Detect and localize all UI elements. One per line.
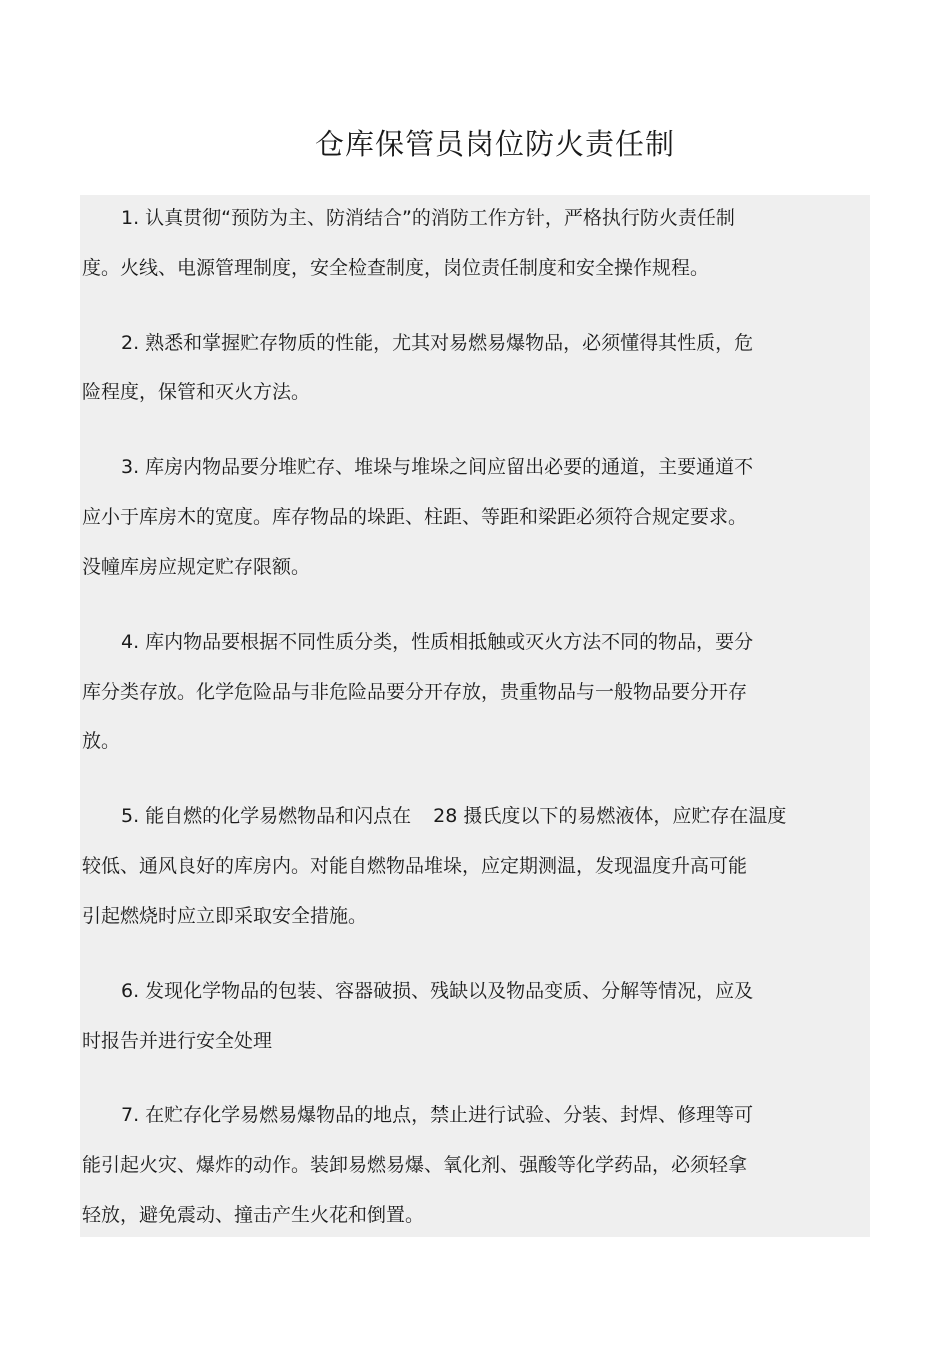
clause-6-line-2: 时报告并进行安全处理 bbox=[82, 1030, 273, 1052]
clause-4-line-2: 库分类存放。化学危险品与非危险品要分开存放，贵重物品与一般物品要分开存 bbox=[82, 681, 748, 703]
clause-3-line-3: 没幢库房应规定贮存限额。 bbox=[82, 556, 311, 578]
clause-7-line-1: 7. 在贮存化学易燃易爆物品的地点，禁止进行试验、分装、封焊、修理等可 bbox=[121, 1104, 754, 1126]
clause-5-line-1 bbox=[121, 803, 786, 829]
clause-4-line-3: 放。 bbox=[82, 730, 121, 752]
clause-2-line-1: 2. 熟悉和掌握贮存物质的性能，尤其对易燃易爆物品，必须懂得其性质，危 bbox=[121, 332, 754, 354]
clause-7-line-3: 轻放，避免震动、撞击产生火花和倒置。 bbox=[82, 1204, 425, 1226]
clause-4-line-1: 4. 库内物品要根据不同性质分类，性质相抵触或灭火方法不同的物品，要分 bbox=[121, 631, 754, 653]
clause-5-line-3: 引起燃烧时应立即采取安全措施。 bbox=[82, 905, 368, 927]
clause-5-line-1-part-a: 5. 能自燃的化学易燃物品和闪点在 bbox=[121, 805, 412, 827]
clause-2-line-2: 险程度，保管和灭火方法。 bbox=[82, 381, 311, 403]
clause-5-line-2: 较低、通风良好的库房内。对能自燃物品堆垛，应定期测温，发现温度升高可能 bbox=[82, 855, 748, 877]
document-title: 仓库保管员岗位防火责任制 bbox=[314, 127, 675, 161]
clause-1-line-2: 度。火线、电源管理制度，安全检查制度，岗位责任制度和安全操作规程。 bbox=[82, 257, 710, 279]
clause-3-line-2: 应小于库房木的宽度。库存物品的垛距、柱距、等距和梁距必须符合规定要求。 bbox=[82, 506, 748, 528]
clause-5-line-1-part-b: 28 摄氏度以下的易燃液体，应贮存在温度 bbox=[433, 805, 787, 827]
clauses-panel bbox=[80, 195, 870, 1237]
clause-1-line-1: 1. 认真贯彻“预防为主、防消结合”的消防工作方针，严格执行防火责任制 bbox=[121, 207, 735, 229]
clause-6-line-1: 6. 发现化学物品的包装、容器破损、残缺以及物品变质、分解等情况，应及 bbox=[121, 980, 754, 1002]
clause-7-line-2: 能引起火灾、爆炸的动作。装卸易燃易爆、氧化剂、强酸等化学药品，必须轻拿 bbox=[82, 1154, 748, 1176]
clause-3-line-1: 3. 库房内物品要分堆贮存、堆垛与堆垛之间应留出必要的通道，主要通道不 bbox=[121, 456, 754, 478]
